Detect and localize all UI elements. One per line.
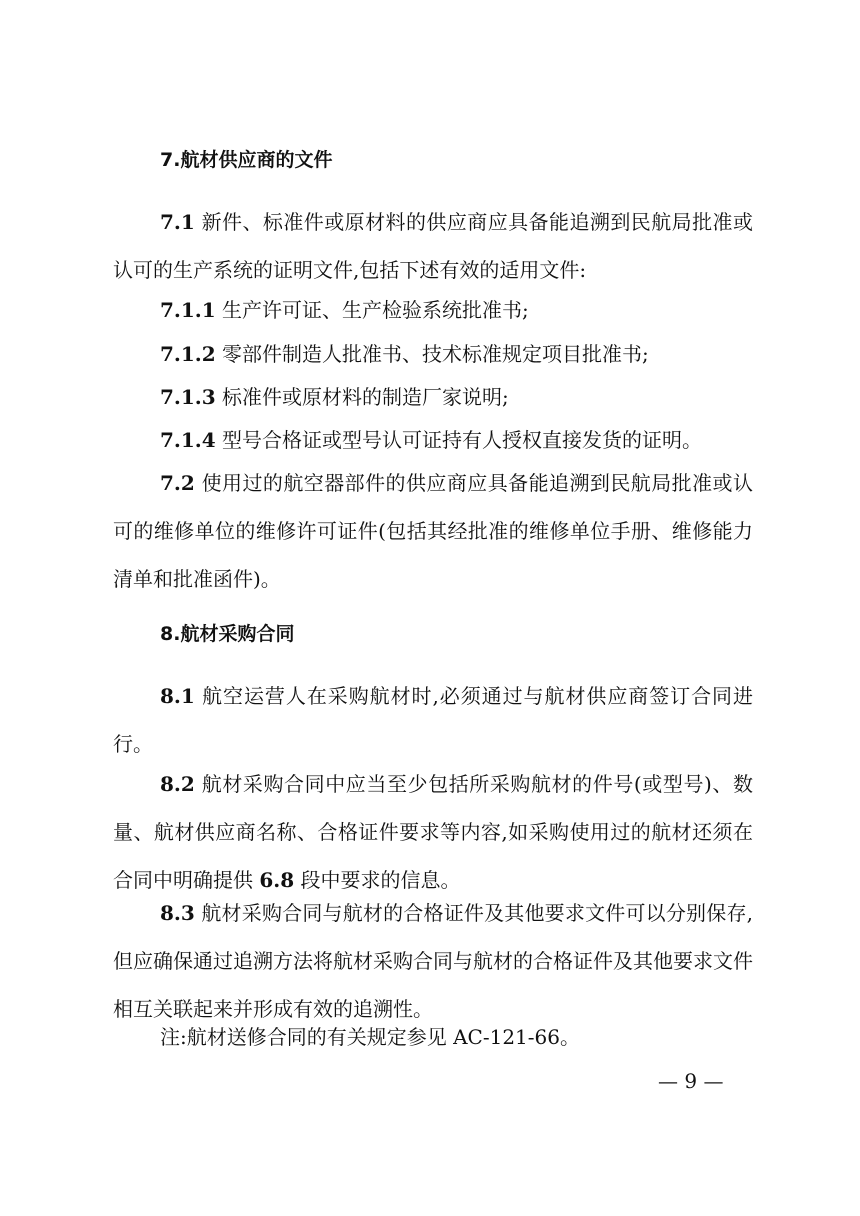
- list-item-7-1-2: [160, 341, 649, 367]
- paragraph-8-3: [113, 889, 753, 1033]
- list-item-7-1-3: [160, 384, 509, 410]
- paragraph-7-1-text: 新件、标准件或原材料的供应商应具备能追溯到民航局批准或认可的生产系统的证明文件,包括下述有效的适用文件:: [113, 210, 753, 282]
- paragraph-7-2-number: 7.2: [160, 471, 195, 495]
- list-item-7-1-4: [160, 427, 702, 453]
- paragraph-7-2: [113, 459, 753, 603]
- list-item-text: 标准件或原材料的制造厂家说明;: [215, 385, 509, 409]
- list-item-number: 7.1.3: [160, 385, 216, 409]
- note-text: 注:航材送修合同的有关规定参见 AC-121-66。: [160, 1025, 580, 1049]
- list-item-number: 7.1.4: [160, 428, 216, 452]
- paragraph-8-2-number: 8.2: [160, 772, 195, 796]
- paragraph-8-3-number: 8.3: [160, 901, 195, 925]
- list-item-text: 零部件制造人批准书、技术标准规定项目批准书;: [215, 342, 649, 366]
- list-item-number: 7.1.1: [160, 298, 216, 322]
- list-item-number: 7.1.2: [160, 342, 216, 366]
- paragraph-8-1-number: 8.1: [160, 684, 195, 708]
- page-number: — 9 —: [658, 1069, 724, 1093]
- list-item-text: 型号合格证或型号认可证持有人授权直接发货的证明。: [215, 428, 703, 452]
- paragraph-8-1-text: 航空运营人在采购航材时,必须通过与航材供应商签订合同进行。: [113, 684, 753, 756]
- paragraph-8-3-text: 航材采购合同与航材的合格证件及其他要求文件可以分别保存,但应确保通过追溯方法将航材采购合同与航材的合格证件及其他要求文件相互关联起来并形成有效的追溯性。: [113, 901, 753, 1021]
- paragraph-7-1: [113, 198, 753, 294]
- paragraph-7-2-text: 使用过的航空器部件的供应商应具备能追溯到民航局批准或认可的维修单位的维修许可证件(包括其经批准的维修单位手册、维修能力清单和批准函件)。: [113, 471, 753, 591]
- section-7-heading: 7.航材供应商的文件: [160, 149, 333, 171]
- paragraph-8-2-text: 航材采购合同中应当至少包括所采购航材的件号(或型号)、数量、航材供应商名称、合格证件要求等内容,如采购使用过的航材还须在合同中明确提供: [113, 772, 753, 892]
- list-item-text: 生产许可证、生产检验系统批准书;: [215, 298, 529, 322]
- section-reference: 6.8: [259, 868, 295, 892]
- paragraph-8-1: [113, 672, 753, 768]
- section-8-heading: 8.航材采购合同: [160, 623, 295, 645]
- paragraph-7-1-number: 7.1: [160, 210, 195, 234]
- list-item-7-1-1: [160, 297, 529, 323]
- paragraph-8-2: [113, 760, 753, 904]
- paragraph-8-2-text-end: 段中要求的信息。: [294, 868, 461, 892]
